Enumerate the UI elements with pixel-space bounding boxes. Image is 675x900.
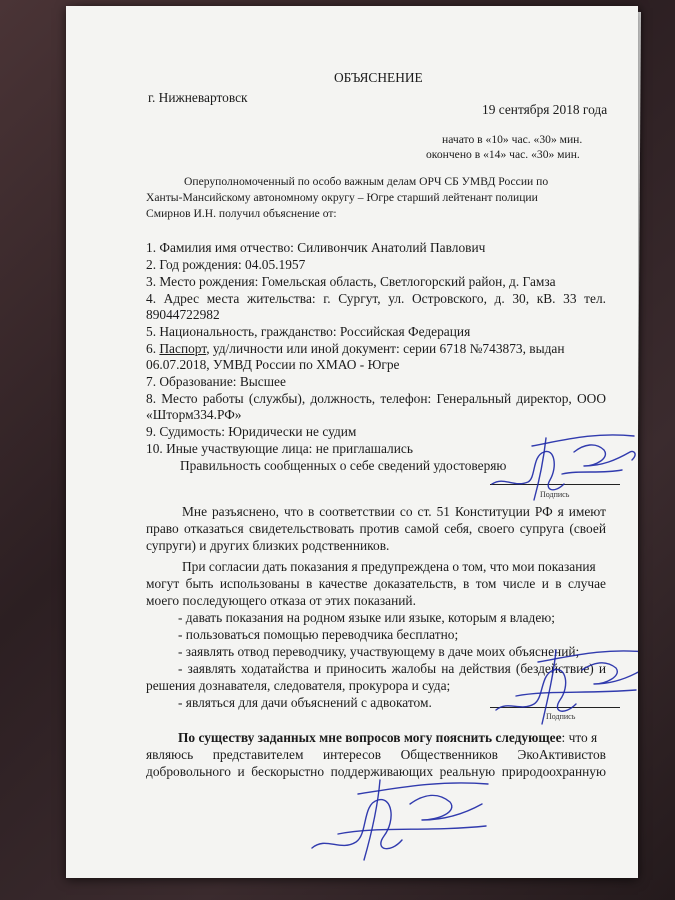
signature-2 [486, 640, 638, 730]
confirmation-statement: Правильность сообщенных о себе сведений удостоверяю [180, 458, 507, 473]
document-page [66, 6, 638, 878]
signature-3 [298, 774, 498, 864]
rights-line-3: супруги) и других близких родственников. [146, 538, 390, 553]
rights-item-4: - заявлять ходатайства и приносить жалобы на действия (бездействие) и [178, 661, 606, 676]
rights-item-2: - пользоваться помощью переводчика бесплатно; [178, 627, 459, 642]
intro-line-1: Оперуполномоченный по особо важным делам ОРЧ СБ УМВД России по [184, 175, 549, 188]
field-document-details: , уд/личности или иной документ: серии 6718 №743873, выдан [206, 341, 565, 356]
time-ended: окончено в «14» час. «30» мин. [426, 148, 580, 161]
field-education: 7. Образование: Высшее [146, 374, 286, 389]
rights-item-5: - являться для дачи объяснений с адвокатом. [178, 695, 432, 710]
rights-item-1: - давать показания на родном языке или языке, которым я владею; [178, 610, 556, 625]
city: г. Нижневартовск [148, 90, 248, 105]
field-document-number: 6. [146, 341, 160, 356]
field-workplace-company: «Шторм334.РФ» [146, 407, 242, 422]
field-document-issued: 06.07.2018, УМВД России по ХМАО - Югре [146, 357, 400, 372]
rights-line-4: При согласии дать показания я предупреждена о том, что мои показания [182, 559, 596, 574]
field-birth-year: 2. Год рождения: 04.05.1957 [146, 257, 306, 272]
field-address: 4. Адрес места жительства: г. Сургут, ул. Островского, д. 30, кВ. 33 тел. [146, 291, 606, 306]
testimony-heading-rest: : что я [561, 730, 598, 745]
field-other-persons: 10. Иные участвующие лица: не приглашались [146, 441, 413, 456]
field-document [146, 341, 606, 357]
document-title: ОБЪЯСНЕНИЕ [334, 70, 423, 85]
signature-caption-1: Подпись [540, 490, 570, 499]
rights-item-3: - заявлять отвод переводчику, участвующему в даче моих объяснений; [178, 644, 580, 659]
field-document-passport: Паспорт [159, 341, 207, 356]
testimony-line-3: добровольного и бескорыстно поддерживающих реальную природоохранную [146, 764, 606, 779]
testimony-heading-bold: По существу заданных мне вопросов могу пояснить следующее [178, 730, 562, 745]
field-phone: 89044722982 [146, 307, 220, 322]
testimony-heading [178, 730, 597, 746]
signature-1 [484, 426, 638, 506]
intro-line-2: Ханты-Мансийскому автономному округу – Югре старший лейтенант полиции [146, 191, 538, 204]
field-workplace: 8. Место работы (службы), должность, телефон: Генеральный директор, ООО [146, 391, 606, 406]
intro-line-3: Смирнов И.Н. получил объяснение от: [146, 207, 337, 220]
field-full-name: 1. Фамилия имя отчество: Силивончик Анатолий Павлович [146, 240, 486, 255]
rights-line-6: моего последующего отказа от этих показаний. [146, 593, 416, 608]
testimony-line-2: являюсь представителем интересов Общественников ЭкоАктивистов [146, 747, 606, 762]
signature-caption-2: Подпись [546, 712, 576, 721]
rights-line-1: Мне разъяснено, что в соответствии со ст. 51 Конституции РФ я имеют [182, 504, 606, 519]
rights-line-5: могут быть использованы в качестве доказательств, в том числе и в случае [146, 576, 606, 591]
date: 19 сентября 2018 года [482, 102, 608, 117]
field-birth-place: 3. Место рождения: Гомельская область, Светлогорский район, д. Гамза [146, 274, 556, 289]
rights-item-4-cont: решения дознавателя, следователя, прокурора и суда; [146, 678, 451, 693]
rights-line-2: право отказаться свидетельствовать против самой себя, своего супруга (своей [146, 521, 606, 536]
time-started: начато в «10» час. «30» мин. [442, 133, 583, 146]
field-citizenship: 5. Национальность, гражданство: Российская Федерация [146, 324, 471, 339]
field-criminal-record: 9. Судимость: Юридически не судим [146, 424, 357, 439]
